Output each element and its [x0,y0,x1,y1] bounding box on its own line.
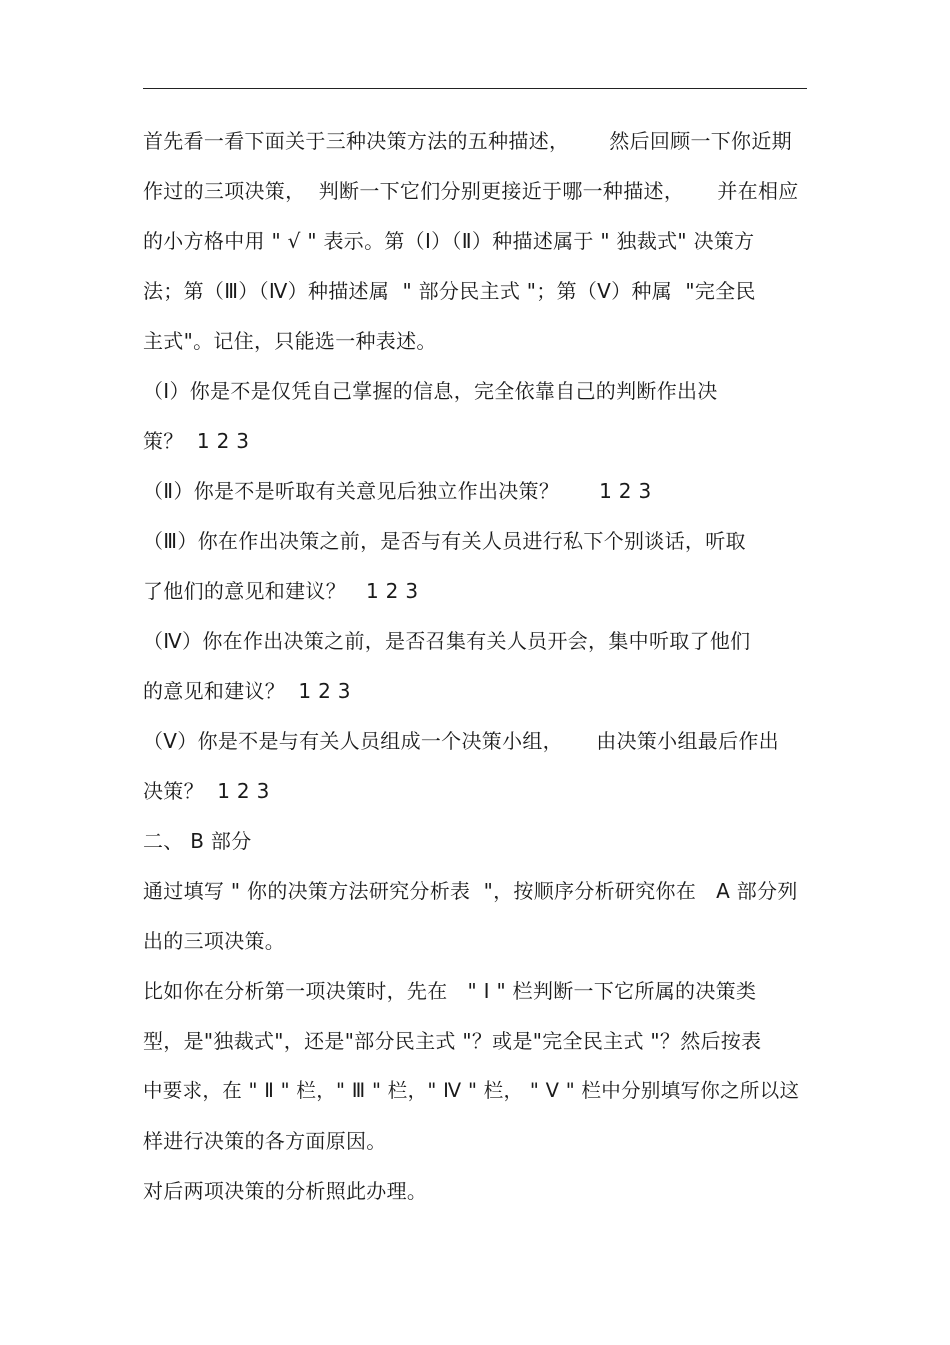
section-b-heading: 二、 B 部分 [143,829,252,853]
section-b-para-2-line-4: 样进行决策的各方面原因。 [143,1129,387,1153]
question-4-line-1: （Ⅳ）你在作出决策之前，是否召集有关人员开会，集中听取了他们 [143,629,751,653]
question-4-line-2: 的意见和建议？ 1 2 3 [143,679,351,703]
question-5-line-1: （Ⅴ）你是不是与有关人员组成一个决策小组， 由决策小组最后作出 [143,729,779,753]
section-b-para-2-line-2: 型，是"独裁式"，还是"部分民主式 "？或是"完全民主式 "？然后按表 [143,1029,762,1053]
intro-line-4: 法；第（Ⅲ）（Ⅳ）种描述属 " 部分民主式 "；第（Ⅴ）种属 "完全民 [143,279,756,303]
intro-line-5: 主式"。记住，只能选一种表述。 [143,329,437,353]
intro-line-3: 的小方格中用 " √ " 表示。第（Ⅰ）（Ⅱ）种描述属于 " 独裁式" 决策方 [143,229,755,253]
question-3-line-2: 了他们的意见和建议？ 1 2 3 [143,579,419,603]
header-rule [143,88,807,89]
question-3-line-1: （Ⅲ）你在作出决策之前，是否与有关人员进行私下个别谈话，听取 [143,529,746,553]
section-b-para-3: 对后两项决策的分析照此办理。 [143,1179,428,1203]
section-b-para-1-line-1: 通过填写 " 你的决策方法研究分析表 "，按顺序分析研究你在 A 部分列 [143,879,798,903]
section-b-para-1-line-2: 出的三项决策。 [143,929,286,953]
intro-line-1: 首先看一看下面关于三种决策方法的五种描述， 然后回顾一下你近期 [143,129,792,153]
intro-line-2: 作过的三项决策， 判断一下它们分别更接近于哪一种描述， 并在相应 [143,179,799,203]
question-1-line-1: （Ⅰ）你是不是仅凭自己掌握的信息，完全依靠自己的判断作出决 [143,379,718,403]
question-1-line-2: 策？ 1 2 3 [143,429,250,453]
question-2: （Ⅱ）你是不是听取有关意见后独立作出决策？ 1 2 3 [143,479,652,503]
question-5-line-2: 决策？ 1 2 3 [143,779,270,803]
section-b-para-2-line-1: 比如你在分析第一项决策时，先在 " Ⅰ " 栏判断一下它所属的决策类 [143,979,757,1003]
section-b-para-2-line-3: 中要求，在 " Ⅱ " 栏，" Ⅲ " 栏，" Ⅳ " 栏， " Ⅴ " 栏中分别填写你之所以这 [143,1079,800,1102]
